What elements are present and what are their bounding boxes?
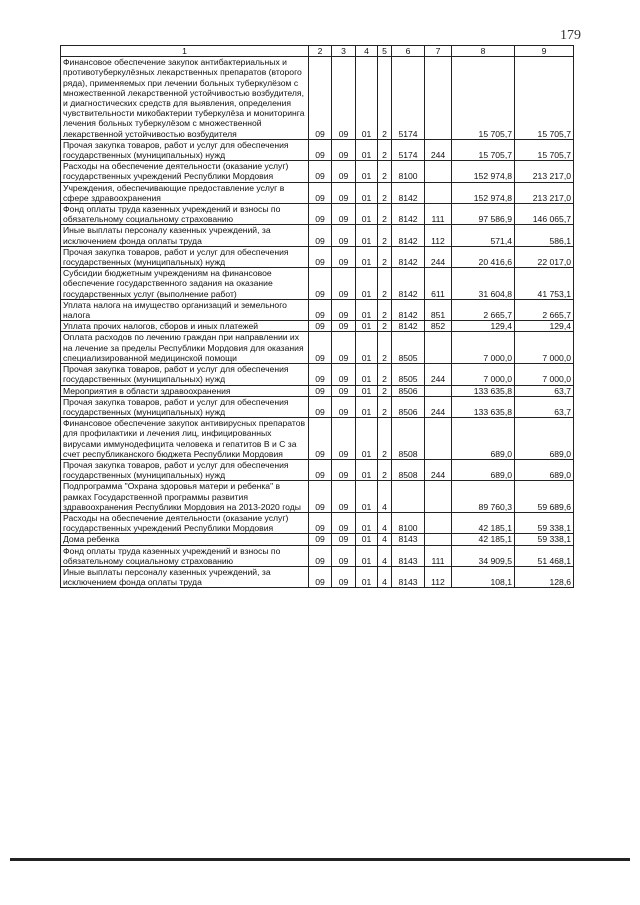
row-name-cell: Фонд оплаты труда казенных учреждений и взносы по обязательному социальному страхованию: [61, 204, 309, 225]
row-cell-6: 8142: [392, 321, 425, 332]
row-cell-4: 01: [356, 57, 378, 140]
row-cell-5: 2: [378, 321, 392, 332]
row-cell-7: [425, 385, 452, 396]
row-cell-7: [425, 57, 452, 140]
row-cell-6: 8143: [392, 566, 425, 587]
row-cell-3: 09: [332, 545, 356, 566]
column-header-9: 9: [515, 46, 574, 57]
row-cell-9: 59 338,1: [515, 534, 574, 545]
row-cell-3: 09: [332, 268, 356, 300]
row-cell-9: 15 705,7: [515, 139, 574, 160]
table-row: [61, 534, 574, 545]
row-cell-8: 89 760,3: [452, 481, 515, 513]
row-cell-3: 09: [332, 182, 356, 203]
row-cell-8: 42 185,1: [452, 534, 515, 545]
row-cell-5: 2: [378, 418, 392, 460]
table-row: [61, 332, 574, 364]
row-cell-2: 09: [309, 385, 332, 396]
row-name-cell: Уплата прочих налогов, сборов и иных платежей: [61, 321, 309, 332]
row-name-cell: Расходы на обеспечение деятельности (оказание услуг) государственных учреждений Республики Мордовия: [61, 161, 309, 182]
row-cell-2: 09: [309, 534, 332, 545]
row-cell-2: 09: [309, 566, 332, 587]
row-cell-5: 2: [378, 364, 392, 385]
row-cell-5: 2: [378, 204, 392, 225]
row-cell-8: 42 185,1: [452, 512, 515, 533]
row-cell-9: 213 217,0: [515, 182, 574, 203]
row-cell-3: 09: [332, 396, 356, 417]
table-row: [61, 418, 574, 460]
row-cell-2: 09: [309, 204, 332, 225]
table-row: [61, 204, 574, 225]
row-cell-5: 2: [378, 57, 392, 140]
row-cell-8: 133 635,8: [452, 396, 515, 417]
row-cell-3: 09: [332, 225, 356, 246]
row-cell-8: 97 586,9: [452, 204, 515, 225]
footer-rule: [10, 858, 630, 861]
row-cell-2: 09: [309, 332, 332, 364]
column-header-8: 8: [452, 46, 515, 57]
row-cell-2: 09: [309, 57, 332, 140]
row-cell-6: 8506: [392, 396, 425, 417]
row-cell-8: 34 909,5: [452, 545, 515, 566]
row-cell-2: 09: [309, 161, 332, 182]
table-row: [61, 139, 574, 160]
row-cell-9: 51 468,1: [515, 545, 574, 566]
row-cell-7: [425, 182, 452, 203]
row-cell-6: 5174: [392, 139, 425, 160]
row-cell-2: 09: [309, 225, 332, 246]
row-cell-3: 09: [332, 534, 356, 545]
table-row: [61, 566, 574, 587]
table-row: [61, 225, 574, 246]
row-cell-2: 09: [309, 182, 332, 203]
row-cell-4: 01: [356, 459, 378, 480]
row-cell-5: 4: [378, 512, 392, 533]
row-cell-4: 01: [356, 512, 378, 533]
row-cell-6: 8142: [392, 246, 425, 267]
row-cell-2: 09: [309, 139, 332, 160]
row-cell-6: 8508: [392, 418, 425, 460]
row-cell-3: 09: [332, 204, 356, 225]
row-cell-7: 244: [425, 459, 452, 480]
row-cell-6: [392, 481, 425, 513]
column-header-6: 6: [392, 46, 425, 57]
row-cell-3: 09: [332, 385, 356, 396]
row-cell-9: 128,6: [515, 566, 574, 587]
row-name-cell: Прочая закупка товаров, работ и услуг для обеспечения государственных (муниципальных) нужд: [61, 396, 309, 417]
row-cell-8: 152 974,8: [452, 161, 515, 182]
row-cell-8: 571,4: [452, 225, 515, 246]
row-cell-6: 8505: [392, 364, 425, 385]
row-cell-4: 01: [356, 418, 378, 460]
row-cell-2: 09: [309, 512, 332, 533]
row-cell-6: 8142: [392, 225, 425, 246]
row-cell-6: 8100: [392, 512, 425, 533]
row-cell-9: 63,7: [515, 396, 574, 417]
row-cell-8: 689,0: [452, 459, 515, 480]
row-cell-8: 20 416,6: [452, 246, 515, 267]
row-cell-4: 01: [356, 139, 378, 160]
row-cell-2: 09: [309, 545, 332, 566]
table-row: [61, 182, 574, 203]
row-cell-8: 7 000,0: [452, 364, 515, 385]
row-cell-8: 15 705,7: [452, 139, 515, 160]
row-name-cell: Мероприятия в области здравоохранения: [61, 385, 309, 396]
row-cell-9: 59 689,6: [515, 481, 574, 513]
row-cell-3: 09: [332, 161, 356, 182]
table-row: [61, 385, 574, 396]
row-cell-9: 15 705,7: [515, 57, 574, 140]
row-cell-7: 111: [425, 545, 452, 566]
column-header-2: 2: [309, 46, 332, 57]
row-cell-2: 09: [309, 481, 332, 513]
row-cell-3: 09: [332, 321, 356, 332]
row-cell-5: 2: [378, 161, 392, 182]
row-cell-6: 8100: [392, 161, 425, 182]
row-cell-4: 01: [356, 332, 378, 364]
row-cell-7: 244: [425, 396, 452, 417]
row-cell-8: 108,1: [452, 566, 515, 587]
row-cell-2: 09: [309, 299, 332, 320]
row-cell-5: 4: [378, 545, 392, 566]
row-cell-5: 2: [378, 139, 392, 160]
row-cell-7: [425, 161, 452, 182]
row-cell-5: 2: [378, 299, 392, 320]
row-cell-4: 01: [356, 534, 378, 545]
row-cell-4: 01: [356, 481, 378, 513]
row-name-cell: Уплата налога на имущество организаций и земельного налога: [61, 299, 309, 320]
row-cell-4: 01: [356, 385, 378, 396]
row-name-cell: Иные выплаты персоналу казенных учреждений, за исключением фонда оплаты труда: [61, 225, 309, 246]
row-cell-3: 09: [332, 57, 356, 140]
column-header-7: 7: [425, 46, 452, 57]
column-header-3: 3: [332, 46, 356, 57]
row-cell-8: 152 974,8: [452, 182, 515, 203]
row-cell-8: 2 665,7: [452, 299, 515, 320]
row-cell-5: 4: [378, 481, 392, 513]
column-header-5: 5: [378, 46, 392, 57]
row-cell-4: 01: [356, 566, 378, 587]
row-cell-4: 01: [356, 268, 378, 300]
row-cell-4: 01: [356, 182, 378, 203]
row-cell-9: 59 338,1: [515, 512, 574, 533]
row-cell-7: [425, 418, 452, 460]
header-row: [61, 46, 574, 57]
row-cell-9: 586,1: [515, 225, 574, 246]
row-cell-6: 8143: [392, 545, 425, 566]
row-cell-5: 4: [378, 534, 392, 545]
row-cell-9: 689,0: [515, 418, 574, 460]
row-name-cell: Финансовое обеспечение закупок антибактериальных и противотуберкулёзных лекарственных препаратов (второго ряда), применяемых при лечении больных туберкулёзом с множественной лекарственной устойчивостью возбудителя, и диагностических средств для выявления, определения чувствительности микобактерии туберкулёза и мониторинга лечения больных туберкулёзом с множественной лекарственной устойчивостью возбудителя: [61, 57, 309, 140]
row-cell-6: 8142: [392, 299, 425, 320]
row-cell-6: 5174: [392, 57, 425, 140]
row-cell-8: 133 635,8: [452, 385, 515, 396]
row-cell-3: 09: [332, 332, 356, 364]
table-body: [61, 57, 574, 588]
row-cell-4: 01: [356, 545, 378, 566]
row-cell-7: 112: [425, 566, 452, 587]
row-cell-6: 8506: [392, 385, 425, 396]
row-cell-7: 244: [425, 246, 452, 267]
row-cell-3: 09: [332, 364, 356, 385]
row-name-cell: Иные выплаты персоналу казенных учреждений, за исключением фонда оплаты труда: [61, 566, 309, 587]
row-cell-5: 2: [378, 459, 392, 480]
table-row: [61, 545, 574, 566]
row-cell-2: 09: [309, 364, 332, 385]
row-cell-8: 689,0: [452, 418, 515, 460]
row-cell-7: 112: [425, 225, 452, 246]
row-cell-2: 09: [309, 246, 332, 267]
row-cell-7: 611: [425, 268, 452, 300]
table-row: [61, 481, 574, 513]
table-row: [61, 57, 574, 140]
row-cell-3: 09: [332, 566, 356, 587]
row-cell-8: 15 705,7: [452, 57, 515, 140]
row-cell-4: 01: [356, 225, 378, 246]
row-cell-5: 2: [378, 332, 392, 364]
row-name-cell: Финансовое обеспечение закупок антивирусных препаратов для профилактики и лечения лиц, инфицированных вирусами иммунодефицита человека и гепатитов В и С за счет республиканского бюджета Республики Мордовия: [61, 418, 309, 460]
row-cell-6: 8142: [392, 204, 425, 225]
row-name-cell: Прочая закупка товаров, работ и услуг для обеспечения государственных (муниципальных) нужд: [61, 139, 309, 160]
row-cell-3: 09: [332, 299, 356, 320]
row-cell-7: 852: [425, 321, 452, 332]
row-cell-3: 09: [332, 418, 356, 460]
row-cell-4: 01: [356, 161, 378, 182]
row-cell-8: 31 604,8: [452, 268, 515, 300]
row-cell-2: 09: [309, 418, 332, 460]
row-cell-4: 01: [356, 321, 378, 332]
row-cell-9: 63,7: [515, 385, 574, 396]
table-row: [61, 459, 574, 480]
row-cell-9: 41 753,1: [515, 268, 574, 300]
row-cell-4: 01: [356, 204, 378, 225]
row-name-cell: Фонд оплаты труда казенных учреждений и взносы по обязательному социальному страхованию: [61, 545, 309, 566]
row-name-cell: Прочая закупка товаров, работ и услуг для обеспечения государственных (муниципальных) нужд: [61, 364, 309, 385]
row-cell-8: 7 000,0: [452, 332, 515, 364]
row-cell-7: 244: [425, 139, 452, 160]
row-cell-5: 2: [378, 246, 392, 267]
row-name-cell: Подпрограмма "Охрана здоровья матери и ребенка" в рамках Государственной программы развития здравоохранения Республики Мордовия на 2013-2020 годы: [61, 481, 309, 513]
row-cell-6: 8143: [392, 534, 425, 545]
row-cell-6: 8142: [392, 268, 425, 300]
row-name-cell: Прочая закупка товаров, работ и услуг для обеспечения государственных (муниципальных) нужд: [61, 459, 309, 480]
row-cell-9: 129,4: [515, 321, 574, 332]
table-row: [61, 299, 574, 320]
column-header-4: 4: [356, 46, 378, 57]
row-cell-4: 01: [356, 246, 378, 267]
row-cell-7: 111: [425, 204, 452, 225]
table-row: [61, 396, 574, 417]
row-cell-7: [425, 534, 452, 545]
row-name-cell: Прочая закупка товаров, работ и услуг для обеспечения государственных (муниципальных) нужд: [61, 246, 309, 267]
row-cell-6: 8142: [392, 182, 425, 203]
row-cell-8: 129,4: [452, 321, 515, 332]
row-cell-2: 09: [309, 268, 332, 300]
row-cell-9: 146 065,7: [515, 204, 574, 225]
table-row: [61, 512, 574, 533]
row-cell-9: 7 000,0: [515, 332, 574, 364]
row-cell-5: 2: [378, 182, 392, 203]
column-header-1: 1: [61, 46, 309, 57]
row-cell-3: 09: [332, 481, 356, 513]
row-cell-5: 2: [378, 225, 392, 246]
row-cell-5: 4: [378, 566, 392, 587]
row-cell-3: 09: [332, 139, 356, 160]
table-row: [61, 246, 574, 267]
row-cell-7: 244: [425, 364, 452, 385]
row-cell-7: [425, 512, 452, 533]
row-cell-2: 09: [309, 321, 332, 332]
row-cell-2: 09: [309, 396, 332, 417]
row-cell-9: 213 217,0: [515, 161, 574, 182]
row-cell-7: 851: [425, 299, 452, 320]
row-cell-3: 09: [332, 246, 356, 267]
row-name-cell: Учреждения, обеспечивающие предоставление услуг в сфере здравоохранения: [61, 182, 309, 203]
row-cell-2: 09: [309, 459, 332, 480]
row-cell-9: 22 017,0: [515, 246, 574, 267]
row-cell-4: 01: [356, 364, 378, 385]
row-cell-7: [425, 481, 452, 513]
row-cell-5: 2: [378, 396, 392, 417]
table-row: [61, 268, 574, 300]
row-cell-3: 09: [332, 459, 356, 480]
row-cell-6: 8508: [392, 459, 425, 480]
row-cell-6: 8505: [392, 332, 425, 364]
row-cell-5: 2: [378, 385, 392, 396]
table-row: [61, 364, 574, 385]
row-cell-9: 2 665,7: [515, 299, 574, 320]
row-cell-9: 689,0: [515, 459, 574, 480]
row-name-cell: Оплата расходов по лечению граждан при направлении их на лечение за пределы Республики Мордовия для оказания специализированной медицинской помощи: [61, 332, 309, 364]
row-cell-3: 09: [332, 512, 356, 533]
row-cell-4: 01: [356, 299, 378, 320]
row-name-cell: Расходы на обеспечение деятельности (оказание услуг) государственных учреждений Республики Мордовия: [61, 512, 309, 533]
row-cell-4: 01: [356, 396, 378, 417]
page-number: 179: [560, 28, 581, 43]
table-row: [61, 161, 574, 182]
row-name-cell: Субсидии бюджетным учреждениям на финансовое обеспечение государственного задания на оказание государственных услуг (выполнение работ): [61, 268, 309, 300]
row-cell-5: 2: [378, 268, 392, 300]
row-cell-7: [425, 332, 452, 364]
budget-table: [60, 45, 574, 588]
row-name-cell: Дома ребенка: [61, 534, 309, 545]
table-row: [61, 321, 574, 332]
row-cell-9: 7 000,0: [515, 364, 574, 385]
